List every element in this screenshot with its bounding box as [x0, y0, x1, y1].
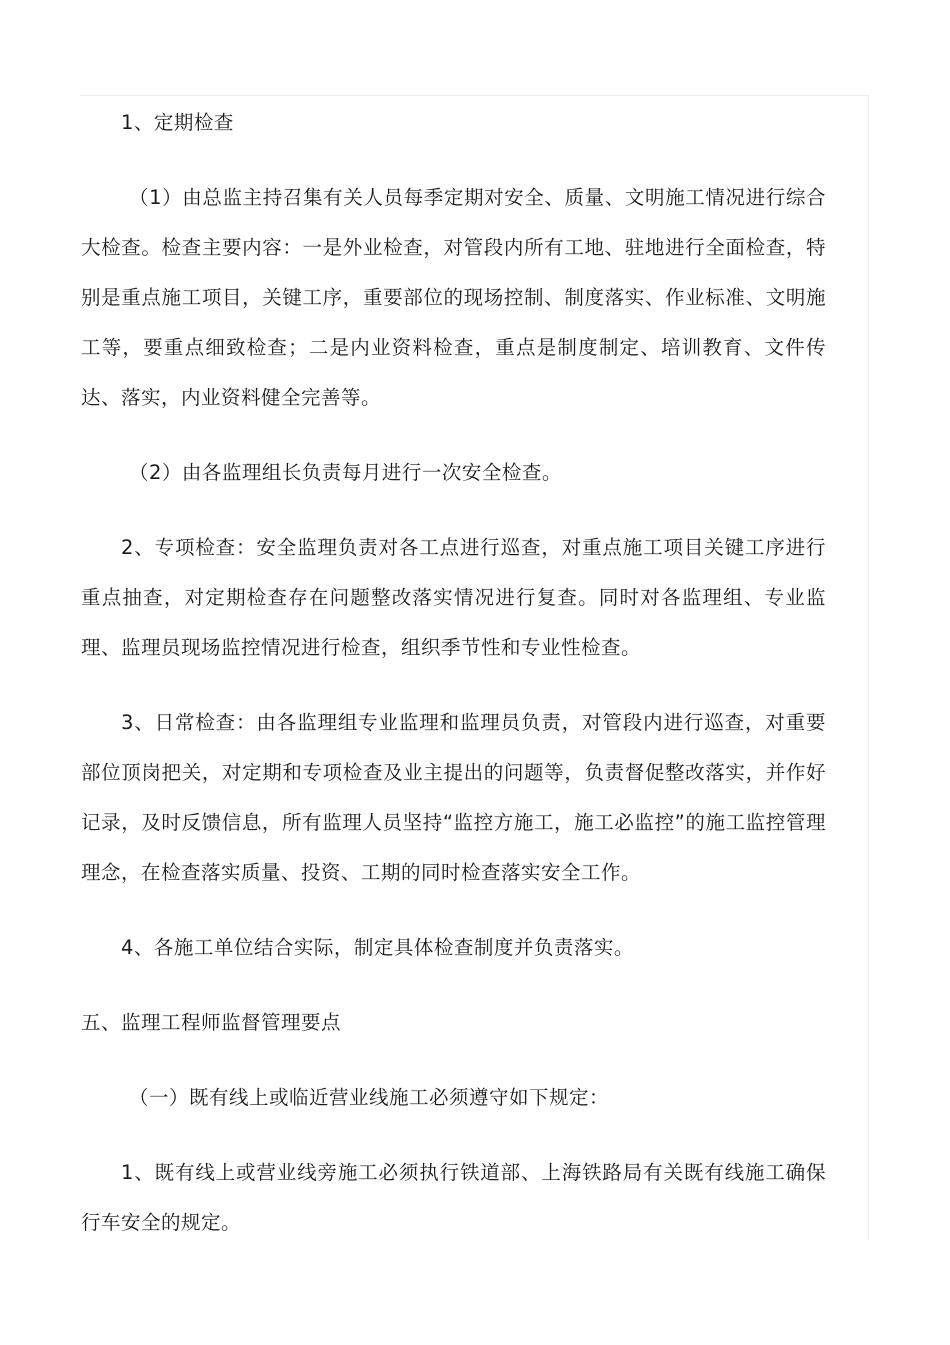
- paragraph-special-inspection: 2、专项检查：安全监理负责对各工点进行巡查，对重点施工项目关键工序进行重点抽查，对定期检查存在问题整改落实情况进行复查。同时对各监理组、专业监理、监理员现场监控情况进行检查，组织季节性和专业性检查。: [81, 536, 826, 659]
- paragraph-quarterly-inspection: （1）由总监主持召集有关人员每季定期对安全、质量、文明施工情况进行综合大检查。检查主要内容：一是外业检查，对管段内所有工地、驻地进行全面检查，特别是重点施工项目，关键工序，重要部位的现场控制、制度落实、作业标准、文明施工等，要重点细致检查；二是内业资料检查，重点是制度制定、培训教育、文件传达、落实，内业资料健全完善等。: [81, 186, 826, 409]
- paragraph-daily-inspection: 3、日常检查：由各监理组专业监理和监理员负责，对管段内进行巡查，对重要部位顶岗把关，对定期和专项检查及业主提出的问题等，负责督促整改落实，并作好记录，及时反馈信息，所有监理人员坚持“监控方施工，施工必监控”的施工监控管理理念，在检查落实质量、投资、工期的同时检查落实安全工作。: [81, 711, 826, 884]
- paragraph-existing-line-rule-1: 1、既有线上或营业线旁施工必须执行铁道部、上海铁路局有关既有线施工确保行车安全的规定。: [81, 1161, 826, 1234]
- section-heading-supervision: 五、监理工程师监督管理要点: [81, 1011, 342, 1034]
- paragraph-monthly-inspection: （2）由各监理组长负责每月进行一次安全检查。: [129, 461, 562, 484]
- document-body: [81, 98, 826, 1248]
- heading-regular-inspection: 1、定期检查: [121, 111, 234, 134]
- paragraph-contractor-rules: 4、各施工单位结合实际，制定具体检查制度并负责落实。: [121, 936, 634, 959]
- subheading-existing-line: （一）既有线上或临近营业线施工必须遵守如下规定：: [129, 1086, 610, 1109]
